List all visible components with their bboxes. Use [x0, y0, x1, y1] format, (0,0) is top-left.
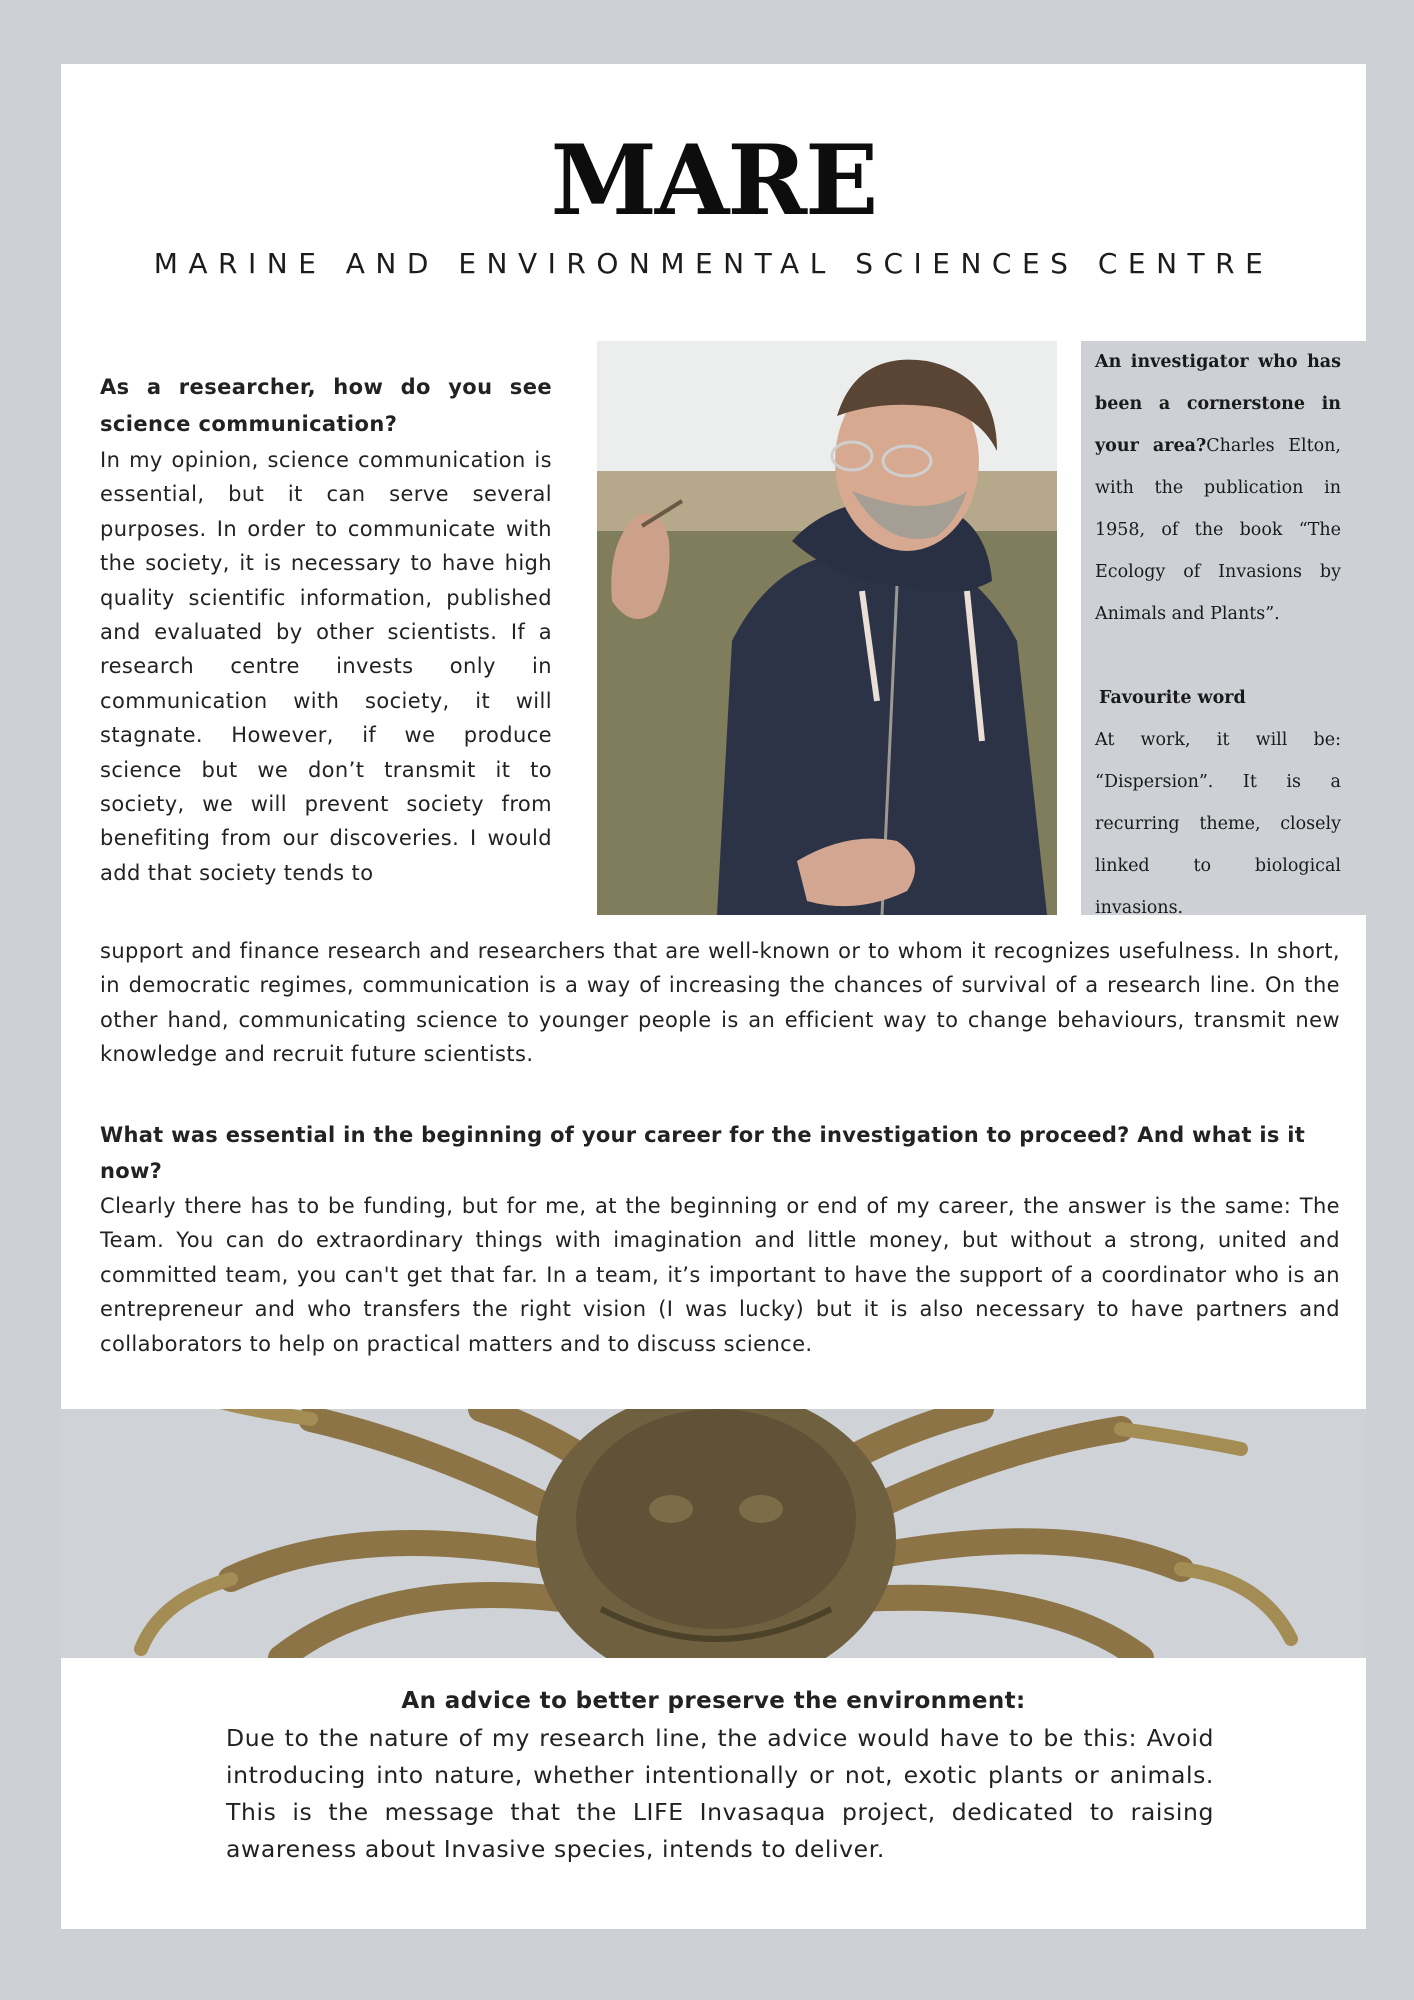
favourite-word-heading: Favourite word	[1099, 688, 1246, 708]
document-page	[61, 64, 1366, 1929]
answer-science-communication-part1: In my opinion, science communication is essential, but it can serve several purposes. In order to communicate with the society, it is necessary to have high quality scientific information, published and evaluated by other scientists. If a research centre invests only in communication with society, it will stagnate. However, if we produce science but we don’t transmit it to society, we will prevent society from benefiting from our discoveries. I would add that society tends to	[100, 448, 552, 885]
answer-career: Clearly there has to be funding, but for me, at the beginning or end of my career, the answer is the same: The Team. You can do extraordinary things with imagination and little money, but without a strong, united and committed team, you can't get that far. In a team, it’s important to have the support of a coordinator who is an entrepreneur and who transfers the right vision (I was lucky) but it is also necessary to have partners and collaborators to help on practical matters and to discuss science.	[100, 1194, 1340, 1356]
researcher-portrait-photo	[597, 341, 1057, 915]
question-science-communication: As a researcher, how do you see science communication?	[100, 375, 552, 436]
advice-body: Due to the nature of my research line, the advice would have to be this: Avoid introducing into nature, whether intentionally or not, exotic plants or animals. This is the message that the LIFE Invasaqua project, dedicated to raising awareness about Invasive species, intends to deliver.	[226, 1724, 1214, 1863]
page-title: MARE	[550, 124, 877, 237]
mitten-crab-photo	[61, 1409, 1366, 1658]
investigator-answer: Charles Elton, with the publication in 1958, of the book “The Ecology of Invasions by Animals and Plants”.	[1095, 436, 1341, 624]
investigator-qa	[1095, 341, 1341, 635]
question-career: What was essential in the beginning of your career for the investigation to proceed? And what is it now?	[100, 1123, 1306, 1183]
favourite-word-answer: At work, it will be: “Dispersion”. It is a recurring theme, closely linked to biological invasions.	[1095, 730, 1341, 918]
sidebox	[1081, 341, 1366, 918]
investigator-question: An investigator who has been a cornerstone in your area?	[1095, 352, 1341, 456]
answer-science-communication-part2: support and finance research and researchers that are well-known or to whom it recognizes usefulness. In short, in democratic regimes, communication is a way of increasing the chances of survival of a research line. On the other hand, communicating science to younger people is an efficient way to change behaviours, transmit new knowledge and recruit future scientists.	[100, 939, 1340, 1067]
page-subtitle: MARINE AND ENVIRONMENTAL SCIENCES CENTRE	[153, 247, 1274, 280]
left-column	[100, 369, 552, 890]
advice-title: An advice to better preserve the environment:	[401, 1688, 1026, 1714]
